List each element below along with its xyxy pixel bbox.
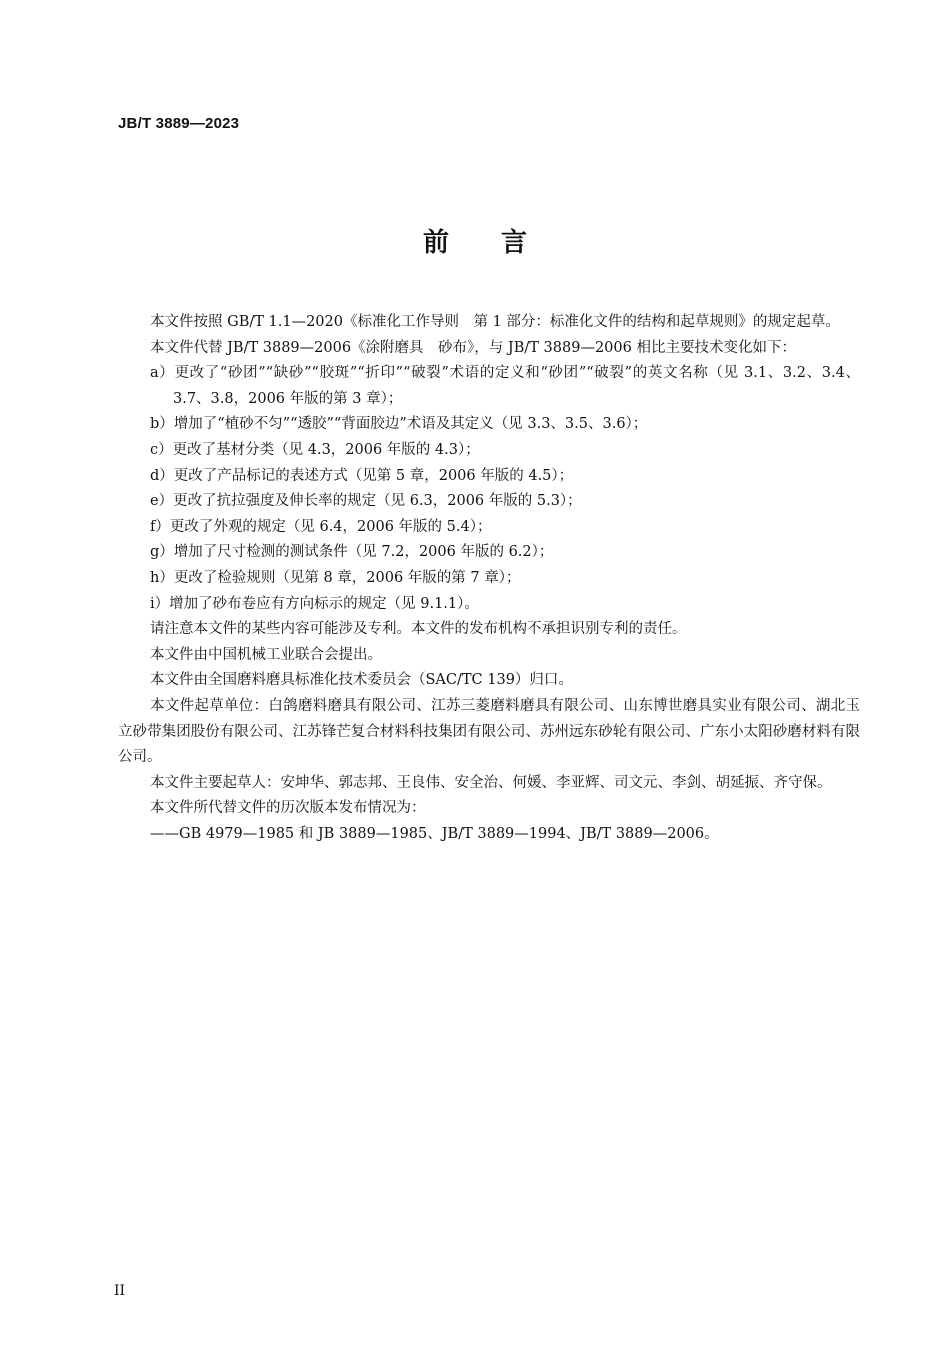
foreword-body — [118, 310, 860, 847]
paragraph-history-list: ——GB 4979—1985 和 JB 3889—1985、JB/T 3889—1994、JB/T 3889—2006。 — [150, 825, 719, 842]
page-title — [0, 222, 950, 259]
title-char-1: 前 — [422, 228, 449, 258]
change-item-b: b）增加了“植砂不匀”“透胶”“背面胶边”术语及其定义（见 3.3、3.5、3.6）； — [150, 416, 648, 433]
change-item-c: c）更改了基材分类（见 4.3，2006 年版的 4.3）； — [150, 441, 480, 458]
title-char-2: 言 — [501, 228, 528, 258]
paragraph-centralized-by: 本文件由全国磨料磨具标准化技术委员会（SAC/TC 139）归口。 — [150, 672, 573, 689]
change-item-f: f）更改了外观的规定（见 6.4，2006 年版的 5.4）； — [150, 518, 492, 535]
paragraph-drafting-units: 本文件起草单位：白鸽磨料磨具有限公司、江苏三菱磨料磨具有限公司、山东博世磨具实业有限公司、湖北玉立砂带集团股份有限公司、江苏锋芒复合材料科技集团有限公司、苏州远东砂轮有限公司、广东小太阳砂磨材料有限公司。 — [118, 697, 860, 766]
paragraph-proposed-by: 本文件由中国机械工业联合会提出。 — [150, 646, 382, 663]
paragraph-drafting-basis: 本文件按照 GB/T 1.1—2020《标准化工作导则 第 1 部分：标准化文件的结构和起草规则》的规定起草。 — [150, 314, 840, 330]
document-number: JB/T 3889—2023 — [118, 115, 240, 132]
change-item-i: i）增加了砂布卷应有方向标示的规定（见 9.1.1）。 — [150, 595, 479, 612]
change-item-h: h）更改了检验规则（见第 8 章，2006 年版的第 7 章）； — [150, 569, 521, 586]
paragraph-history-intro: 本文件所代替文件的历次版本发布情况为： — [150, 800, 426, 817]
page-number: II — [114, 1283, 126, 1299]
change-item-e: e）更改了抗拉强度及伸长率的规定（见 6.3，2006 年版的 5.3）； — [150, 493, 582, 510]
change-item-d: d）更改了产品标记的表述方式（见第 5 章，2006 年版的 4.5）； — [150, 467, 574, 484]
change-item-a: a）更改了“砂团”“缺砂”“胶斑”“折印”“破裂”术语的定义和“砂团”“破裂”的英文名称（见 3.1、3.2、3.4、3.7、3.8，2006 年版的第 3 章）； — [150, 365, 860, 407]
paragraph-replacement: 本文件代替 JB/T 3889—2006《涂附磨具 砂布》，与 JB/T 3889—2006 相比主要技术变化如下： — [150, 339, 796, 356]
paragraph-drafters: 本文件主要起草人：安坤华、郭志邦、王良伟、安全治、何媛、李亚辉、司文元、李剑、胡延振、齐守保。 — [150, 774, 832, 791]
paragraph-patent-notice: 请注意本文件的某些内容可能涉及专利。本文件的发布机构不承担识别专利的责任。 — [150, 621, 687, 638]
change-item-g: g）增加了尺寸检测的测试条件（见 7.2，2006 年版的 6.2）； — [150, 544, 554, 561]
